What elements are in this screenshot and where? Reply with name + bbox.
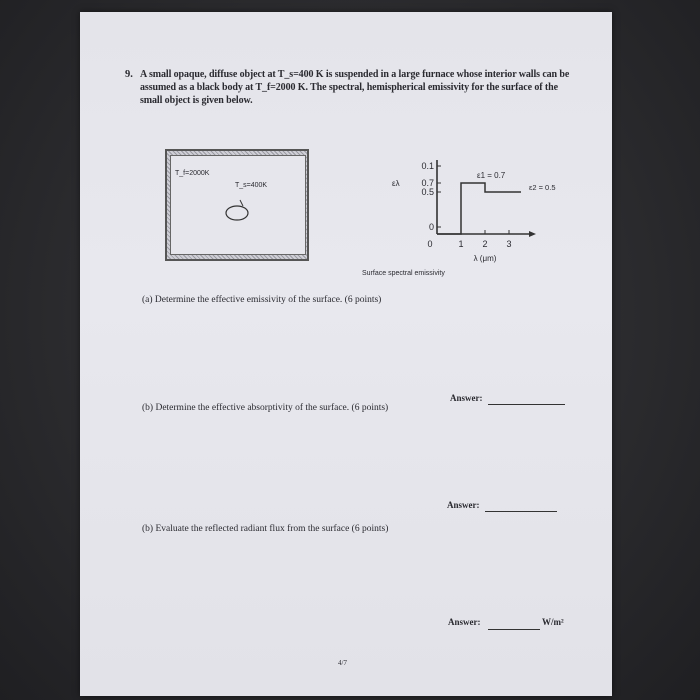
annotation-epsilon-2: ε2 = 0.5 — [529, 183, 556, 192]
furnace-temperature-label: T_f=2000K — [175, 170, 210, 177]
question-text-line-3: small object is given below. — [140, 95, 253, 106]
y-tick-label: 0.1 — [421, 161, 434, 171]
x-axis-arrow — [529, 231, 536, 237]
object-temperature-label: T_s=400K — [235, 182, 268, 189]
x-tick-label: 0 — [427, 239, 433, 249]
answer-unit: W/m² — [542, 617, 564, 627]
part-a-question: (a) Determine the effective emissivity of the surface. (6 points) — [142, 295, 382, 305]
y-tick-label: 0.5 — [421, 187, 434, 197]
x-axis-label: λ (μm) — [473, 254, 497, 263]
x-tick-label: 2 — [482, 239, 488, 249]
part-b-question: (b) Determine the effective absorptivity of the surface. (6 points) — [142, 403, 389, 413]
answer-label-2: Answer: — [447, 500, 480, 510]
x-tick-label: 1 — [458, 239, 464, 249]
answer-blank-3[interactable] — [488, 629, 540, 630]
chart-caption: Surface spectral emissivity — [362, 270, 445, 277]
part-c-question: (b) Evaluate the reflected radiant flux from the surface (6 points) — [142, 524, 389, 534]
y-tick-label: 0 — [428, 222, 434, 232]
x-tick-label: 3 — [506, 239, 512, 249]
question-text-line-1: A small opaque, diffuse object at T_s=400 K is suspended in a large furnace whose interior walls can be — [140, 69, 570, 80]
page-number: 4/7 — [338, 659, 347, 667]
answer-label-1: Answer: — [450, 393, 483, 403]
y-tick-label: 0.7 — [421, 178, 434, 188]
exam-page — [80, 12, 612, 696]
small-object — [223, 198, 253, 222]
question-number: 9. — [125, 69, 133, 80]
annotation-epsilon-1: ε1 = 0.7 — [477, 171, 506, 180]
y-axis-symbol: ελ — [392, 179, 400, 188]
emissivity-chart — [305, 152, 565, 272]
answer-blank-1[interactable] — [488, 404, 565, 405]
answer-blank-2[interactable] — [485, 511, 557, 512]
question-text-line-2: assumed as a black body at T_f=2000 K. The spectral, hemispherical emissivity for the surface of the — [140, 82, 558, 93]
emissivity-curve — [437, 183, 521, 234]
answer-label-3: Answer: — [448, 617, 481, 627]
